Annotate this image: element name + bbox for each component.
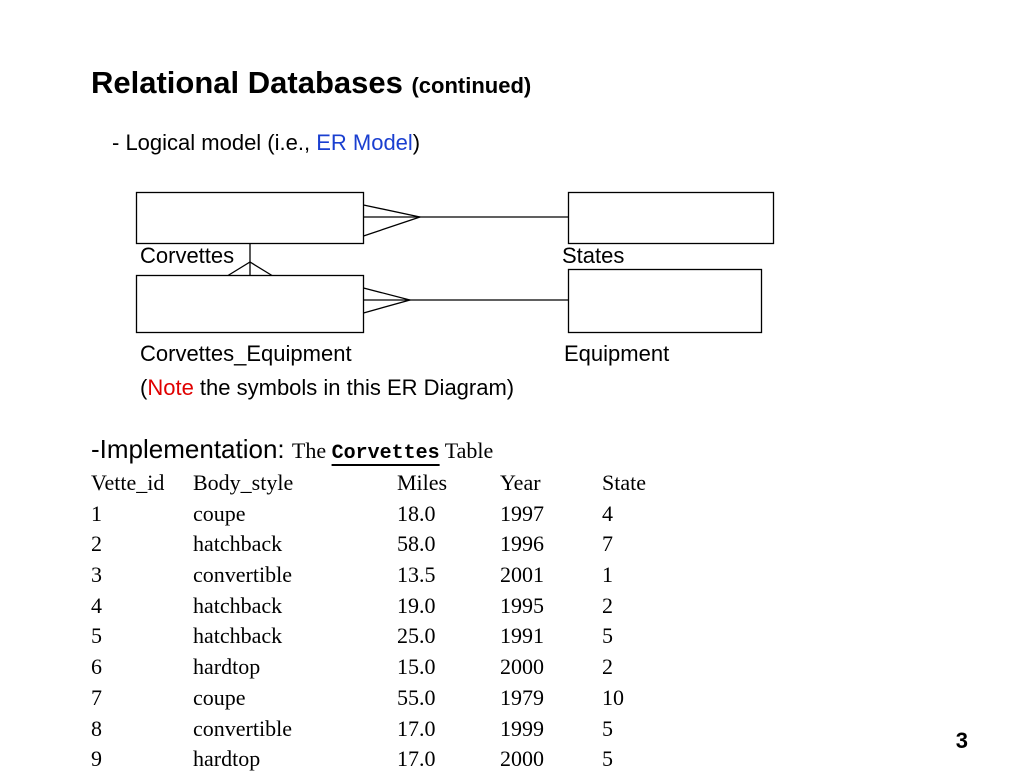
table-cell: 1997 xyxy=(500,500,544,526)
table-cell: 1996 xyxy=(500,531,544,557)
implementation-the: The xyxy=(291,438,332,463)
column-header: State xyxy=(602,470,646,495)
note-word: Note xyxy=(147,375,194,400)
table-cell: 7 xyxy=(91,684,102,710)
table-cell: 2000 xyxy=(500,746,544,772)
page-number: 3 xyxy=(955,728,968,753)
column-header: Vette_id xyxy=(91,470,165,495)
table-cell: 25.0 xyxy=(397,623,436,649)
table-cell: hatchback xyxy=(193,592,283,618)
column-header: Body_style xyxy=(193,470,294,495)
table-cell: 7 xyxy=(602,531,613,557)
implementation-heading xyxy=(91,434,493,465)
table-cell: 13.5 xyxy=(397,562,436,588)
table-cell: coupe xyxy=(193,684,246,710)
table-cell: 5 xyxy=(91,623,102,649)
table-cell: 1991 xyxy=(500,623,544,649)
table-cell: 2 xyxy=(91,531,102,557)
table-cell: 15.0 xyxy=(397,654,436,680)
table-cell: hatchback xyxy=(193,623,283,649)
table-cell: 1 xyxy=(602,562,613,588)
entity-box-states xyxy=(569,193,774,244)
table-cell: 17.0 xyxy=(397,746,436,772)
note-rest: the symbols in this ER Diagram) xyxy=(193,375,515,400)
table-cell: convertible xyxy=(193,715,292,741)
column-header: Miles xyxy=(397,470,448,495)
table-name: Corvettes xyxy=(331,442,440,465)
table-cell: 1995 xyxy=(500,592,544,618)
table-cell: 2 xyxy=(602,592,613,618)
table-cell: 17.0 xyxy=(397,715,436,741)
note-open: ( xyxy=(140,375,148,400)
title-suffix: (continued) xyxy=(411,73,532,98)
table-cell: 5 xyxy=(602,715,613,741)
logical-suffix: ) xyxy=(412,130,421,155)
er-model-link[interactable]: ER Model xyxy=(316,130,413,155)
table-cell: 55.0 xyxy=(397,684,436,710)
table-cell: 4 xyxy=(91,592,102,618)
table-cell: 58.0 xyxy=(397,531,436,557)
table-cell: 3 xyxy=(91,562,102,588)
entity-label-equipment: Equipment xyxy=(564,341,670,366)
implementation-table-word: Table xyxy=(439,438,494,463)
table-cell: 1 xyxy=(91,500,102,526)
table-cell: hardtop xyxy=(193,746,261,772)
table-cell: convertible xyxy=(193,562,292,588)
implementation-label: -Implementation: xyxy=(91,434,292,464)
table-cell: 2000 xyxy=(500,654,544,680)
column-header: Year xyxy=(500,470,541,495)
entity-label-corvettes-equipment: Corvettes_Equipment xyxy=(140,341,352,366)
table-cell: 8 xyxy=(91,715,102,741)
entity-label-states: States xyxy=(562,243,625,268)
entity-box-corvettes xyxy=(137,193,364,244)
table-cell: 9 xyxy=(91,746,102,772)
table-cell: coupe xyxy=(193,500,246,526)
crowfoot-corvettes xyxy=(364,205,421,236)
table-cell: hatchback xyxy=(193,531,283,557)
table-cell: 10 xyxy=(602,684,624,710)
diagram-note xyxy=(140,375,514,401)
table-cell: hardtop xyxy=(193,654,261,680)
table-cell: 19.0 xyxy=(397,592,436,618)
table-cell: 5 xyxy=(602,746,613,772)
table-cell: 1999 xyxy=(500,715,544,741)
logical-prefix: - Logical model (i.e., xyxy=(112,130,317,155)
entity-label-corvettes: Corvettes xyxy=(140,243,235,268)
table-cell: 18.0 xyxy=(397,500,436,526)
entity-box-corvettes-equipment xyxy=(137,276,364,333)
table-cell: 2001 xyxy=(500,562,544,588)
table-cell: 6 xyxy=(91,654,102,680)
entity-box-equipment xyxy=(569,270,762,333)
table-cell: 2 xyxy=(602,654,613,680)
title-main: Relational Databases xyxy=(91,65,403,100)
table-cell: 5 xyxy=(602,623,613,649)
table-cell: 1979 xyxy=(500,684,544,710)
table-cell: 4 xyxy=(602,500,613,526)
